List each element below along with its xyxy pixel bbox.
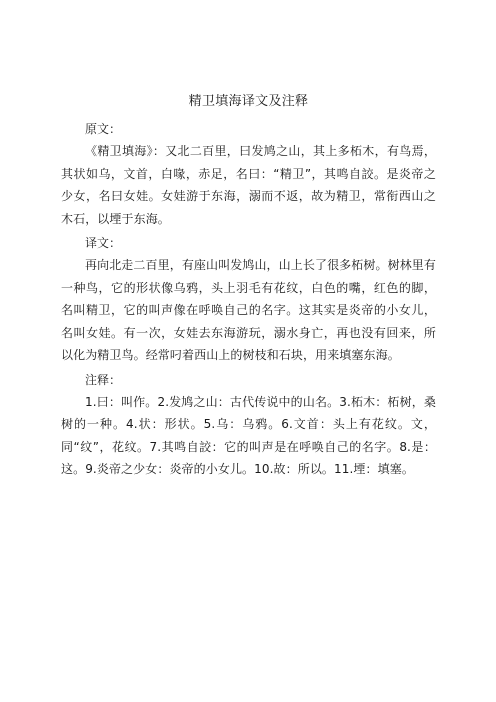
notes-text: 1.曰：叫作。2.发鸠之山：古代传说中的山名。3.柘木：柘树，桑树的一种。4.状：形状。5.乌：乌鸦。6.文首：头上有花纹。文，同“纹”，花纹。7.其鸣自詨：它的叫声是在呼唤自己的名字。8.是：这。9.炎帝之少女：炎帝的小女儿。10.故：所以。11.堙：填塞。 bbox=[61, 394, 436, 476]
document-title: 精卫填海译文及注释 bbox=[188, 94, 309, 109]
translation-text: 再向北走二百里，有座山叫发鸠山，山上长了很多柘树。树林里有一种鸟，它的形状像乌鸦，头上羽毛有花纹，白色的嘴，红色的脚，名叫精卫，它的叫声像在呼唤自己的名字。这其实是炎帝的小女儿，名叫女娃。有一次，女娃去东海游玩，溺水身亡，再也没有回来，所以化为精卫鸟。经常叼着西山上的树枝和石块，用来填塞东海。 bbox=[61, 258, 436, 362]
original-heading: 原文： bbox=[85, 122, 122, 136]
original-text: 《精卫填海》：又北二百里，曰发鸠之山，其上多柘木，有鸟焉，其状如乌，文首，白喙，赤足，名曰：“精卫”，其鸣自詨。是炎帝之少女，名曰女娃。女娃游于东海，溺而不返，故为精卫，常衔西山之木石，以堙于东海。 bbox=[61, 144, 436, 226]
notes-heading: 注释： bbox=[85, 372, 122, 387]
translation-heading: 译文： bbox=[85, 236, 122, 250]
document-body bbox=[61, 92, 436, 483]
